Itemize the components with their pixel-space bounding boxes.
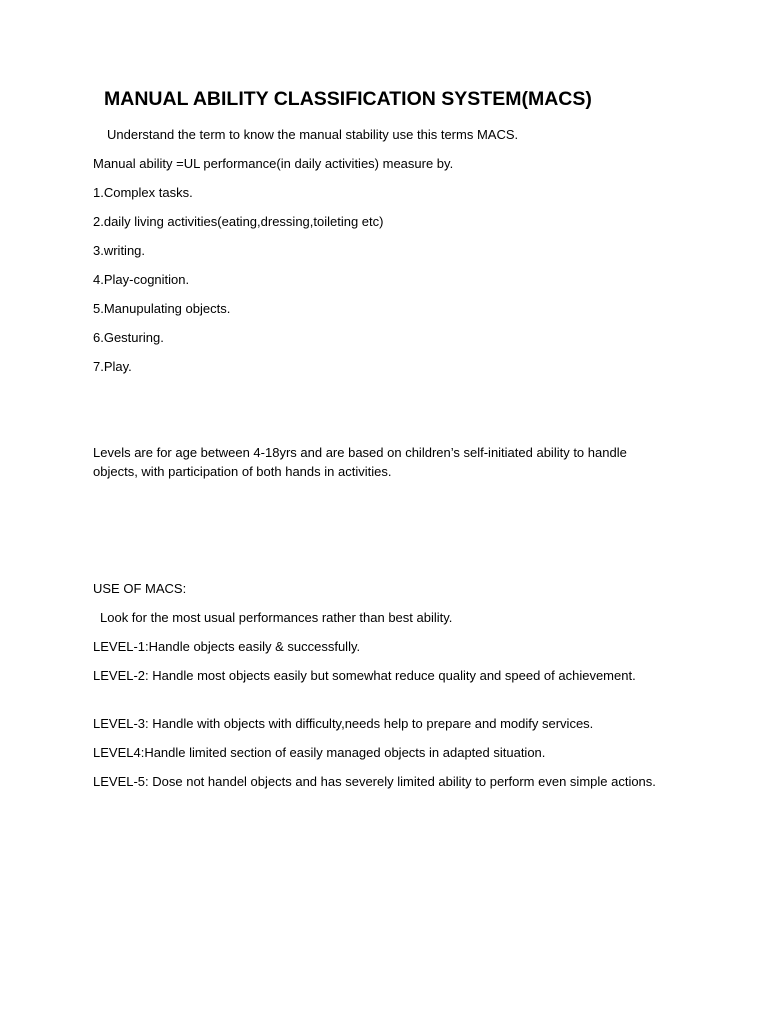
level-item: LEVEL-5: Dose not handel objects and has severely limited ability to perform even simple actions. [93,774,656,789]
intro-text: Understand the term to know the manual stability use this terms MACS. [107,127,519,142]
level-item: LEVEL-3: Handle with objects with difficulty,needs help to prepare and modify services. [93,716,594,731]
level-item: LEVEL4:Handle limited section of easily managed objects in adapted situation. [93,745,546,760]
measure-item: 4.Play-cognition. [93,272,190,287]
definition-text: Manual ability =UL performance(in daily activities) measure by. [93,156,454,171]
use-heading: USE OF MACS: [93,581,187,596]
level-item: LEVEL-2: Handle most objects easily but somewhat reduce quality and speed of achievement. [93,668,636,683]
measure-item: 7.Play. [93,359,132,374]
measure-item: 6.Gesturing. [93,330,164,345]
measure-item: 2.daily living activities(eating,dressing,toileting etc) [93,214,384,229]
levels-note: Levels are for age between 4-18yrs and are based on children’s self-initiated ability to handle objects, with participation of both hands in activities. [93,445,627,479]
measure-item: 5.Manupulating objects. [93,301,231,316]
use-note: Look for the most usual performances rather than best ability. [100,610,453,625]
level-item: LEVEL-1:Handle objects easily & successfully. [93,639,361,654]
measure-item: 1.Complex tasks. [93,185,193,200]
document-title: MANUAL ABILITY CLASSIFICATION SYSTEM(MACS) [104,88,592,110]
measure-item: 3.writing. [93,243,146,258]
